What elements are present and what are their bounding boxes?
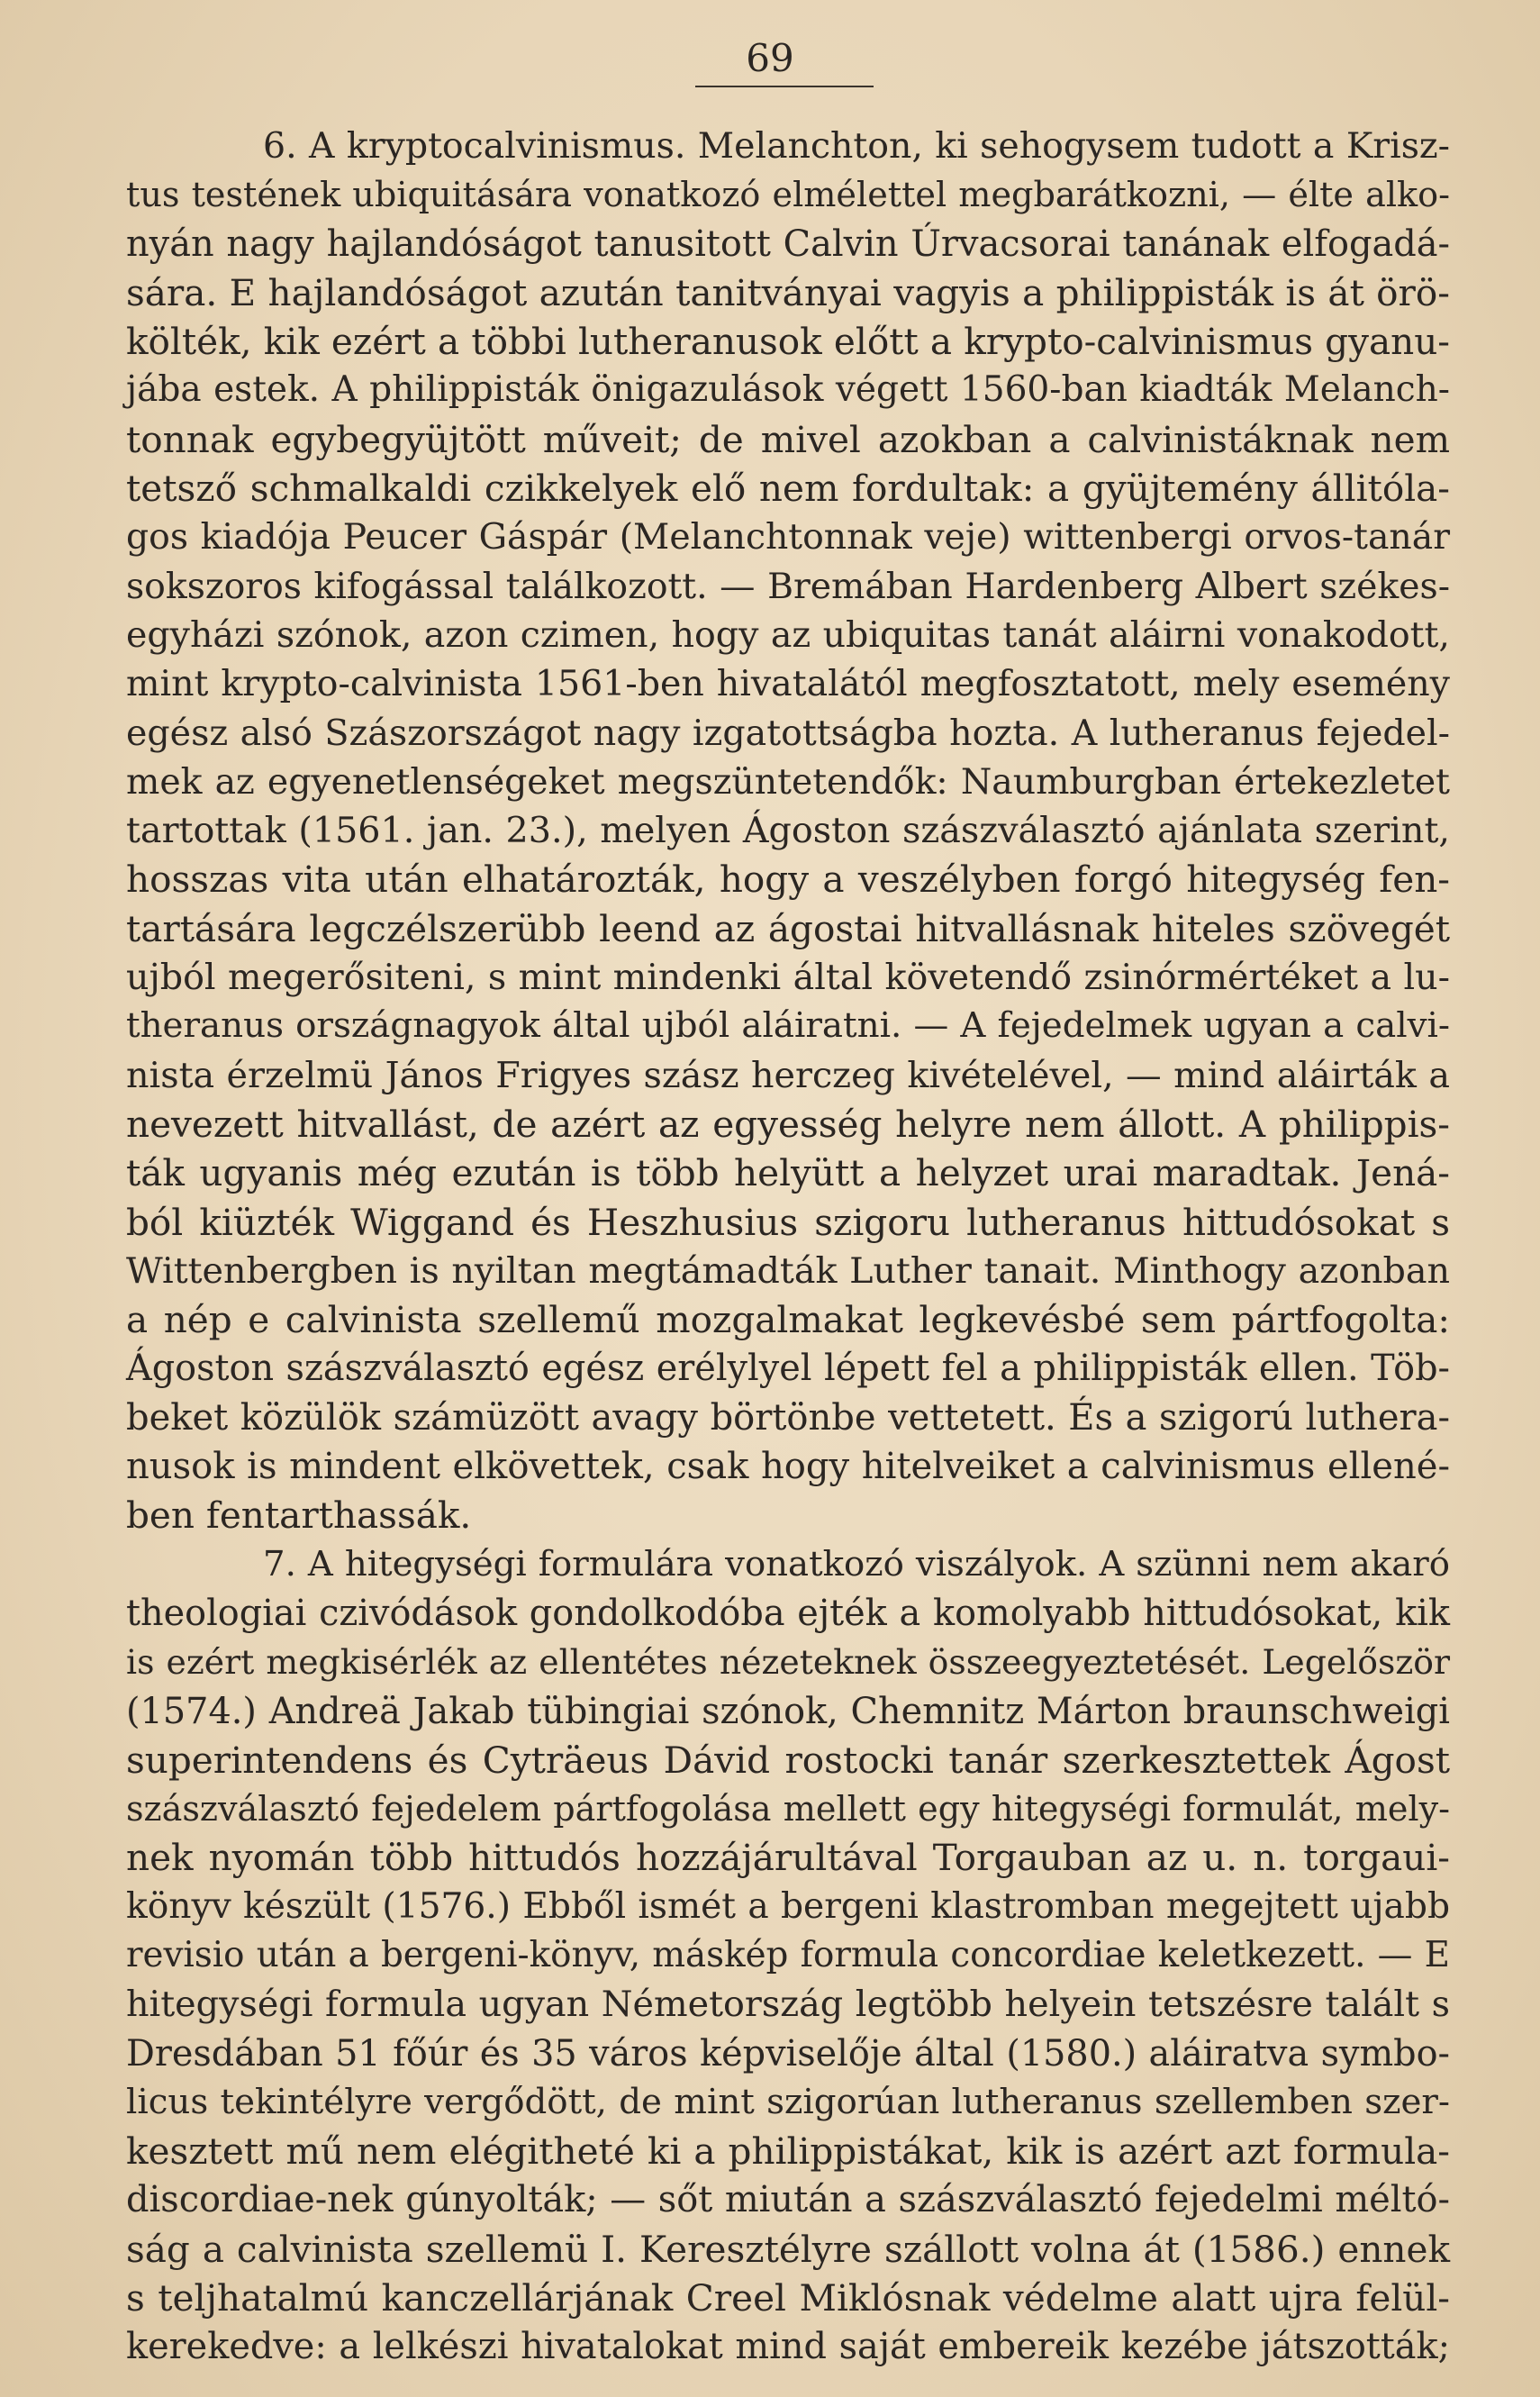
text-line: nista érzelmü János Frigyes szász herczeg kivételével, — mind aláirták a bbox=[126, 1054, 1450, 1096]
text-line: jába estek. A philippisták önigazulások végett 1560-ban kiadták Melanch- bbox=[126, 369, 1450, 411]
page-number: 69 bbox=[746, 36, 794, 80]
text-line: szászválasztó fejedelem pártfogolása mellett egy hitegységi formulát, mely- bbox=[126, 1789, 1450, 1830]
text-line: is ezért megkisérlék az ellentétes nézeteknek összeegyeztetését. Legelőször bbox=[126, 1642, 1450, 1683]
text-line: tartására legczélszerübb leend az ágostai hitvallásnak hiteles szövegét bbox=[126, 906, 1450, 950]
text-line: ták ugyanis még ezután is több helyütt a helyzet urai maradtak. Jená- bbox=[126, 1151, 1450, 1195]
text-line: könyv készült (1576.) Ebből ismét a bergeni klastromban megejtett ujabb bbox=[126, 1885, 1450, 1927]
text-line: hosszas vita után elhatározták, hogy a veszélyben forgó hitegység fen- bbox=[126, 858, 1450, 902]
text-line: mek az egyenetlenségeket megszüntetendők: Naumburgban értekezletet bbox=[126, 760, 1450, 803]
text-line: tetsző schmalkaldi czikkelyek elő nem fordultak: a gyüjtemény állitóla- bbox=[126, 467, 1450, 511]
text-line: theranus országnagyok által ujból aláiratni. — A fejedelmek ugyan a calvi- bbox=[126, 1005, 1450, 1047]
text-line: beket közülök számüzött avagy börtönbe vettetett. És a szigorú luthera- bbox=[126, 1396, 1450, 1439]
text-line: gos kiadója Peucer Gáspár (Melanchtonnak veje) wittenbergi orvos-tanár bbox=[126, 516, 1450, 558]
text-line: tus testének ubiquitására vonatkozó elmélettel megbarátkozni, — élte alko- bbox=[126, 175, 1450, 215]
text-line: ujból megerősiteni, s mint mindenki által követendő zsinórmértéket a lu- bbox=[126, 957, 1450, 999]
text-line: nek nyomán több hittudós hozzájárultával Torgauban az u. n. torgaui- bbox=[126, 1836, 1450, 1880]
text-line: s teljhatalmú kanczellárjának Creel Miklósnak védelme alatt ujra felül- bbox=[126, 2276, 1450, 2320]
text-line: Ágoston szászválasztó egész erélylyel lépett fel a philippisták ellen. Töb- bbox=[126, 1348, 1450, 1390]
text-line: kerekedve: a lelkészi hivatalokat mind saját embereik kezébe játszották; bbox=[126, 2326, 1450, 2368]
header-rule bbox=[695, 86, 874, 87]
text-line: superintendens és Cyträeus Dávid rostocki tanár szerkesztettek Ágost bbox=[126, 1738, 1450, 1782]
text-line: tonnak egybegyüjtött műveit; de mivel azokban a calvinistáknak nem bbox=[126, 417, 1450, 461]
text-line: revisio után a bergeni-könyv, máskép formula concordiae keletkezett. — E bbox=[126, 1934, 1450, 1975]
text-line: tartottak (1561. jan. 23.), melyen Ágoston szászválasztó ajánlata szerint, bbox=[126, 810, 1450, 852]
text-line: ság a calvinista szellemü I. Keresztélyre szállott volna át (1586.) ennek bbox=[126, 2227, 1450, 2271]
text-line: ból kiüzték Wiggand és Heszhusius szigoru lutheranus hittudósokat s bbox=[126, 1200, 1450, 1244]
text-line: licus tekintélyre vergődött, de mint szigorúan lutheranus szellemben szer- bbox=[126, 2081, 1450, 2122]
text-line: egyházi szónok, azon czimen, hogy az ubiquitas tanát aláirni vonakodott, bbox=[126, 613, 1450, 656]
text-line: theologiai czivódások gondolkodóba ejték a komolyabb hittudósokat, kik bbox=[126, 1592, 1450, 1634]
text-line: 7. A hitegységi formulára vonatkozó viszályok. A szünni nem akaró bbox=[263, 1543, 1450, 1584]
text-line: költék, kik ezért a többi lutheranusok előtt a krypto-calvinismus gyanu- bbox=[126, 320, 1450, 364]
text-line: mint krypto-calvinista 1561-ben hivatalától megfosztatott, mely esemény bbox=[126, 663, 1450, 705]
text-line: nusok is mindent elkövettek, csak hogy hitelveiket a calvinismus ellené- bbox=[126, 1446, 1450, 1488]
body-text bbox=[126, 122, 1450, 2372]
text-line: (1574.) Andreä Jakab tübingiai szónok, Chemnitz Márton braunschweigi bbox=[126, 1690, 1450, 1732]
text-line: Wittenbergben is nyiltan megtámadták Luther tanait. Minthogy azonban bbox=[126, 1249, 1450, 1292]
text-line: sokszoros kifogással találkozott. — Bremában Hardenberg Albert székes- bbox=[126, 565, 1450, 607]
text-line: egész alsó Szászországot nagy izgatottságba hozta. A lutheranus fejedel- bbox=[126, 712, 1450, 754]
text-line: ben fentarthassák. bbox=[126, 1494, 472, 1538]
text-line: 6. A kryptocalvinismus. Melanchton, ki sehogysem tudott a Krisz- bbox=[263, 125, 1450, 167]
text-line: discordiae-nek gúnyolták; — sőt miután a szászválasztó fejedelmi méltó- bbox=[126, 2179, 1450, 2221]
text-line: a nép e calvinista szellemű mozgalmakat legkevésbé sem pártfogolta: bbox=[126, 1298, 1450, 1342]
text-line: sára. E hajlandóságot azután tanitványai vagyis a philippisták is át örö- bbox=[126, 270, 1450, 314]
text-line: nyán nagy hajlandóságot tanusitott Calvin Úrvacsorai tanának elfogadá- bbox=[126, 222, 1450, 265]
text-line: kesztett mű nem elégitheté ki a philippistákat, kik is azért azt formula- bbox=[126, 2129, 1450, 2174]
text-line: Dresdában 51 főúr és 35 város képviselője által (1580.) aláiratva symbo- bbox=[126, 2032, 1450, 2075]
text-line: nevezett hitvallást, de azért az egyesség helyre nem állott. A philippis- bbox=[126, 1102, 1450, 1146]
text-line: hitegységi formula ugyan Németország legtöbb helyein tetszésre talált s bbox=[126, 1984, 1450, 2026]
